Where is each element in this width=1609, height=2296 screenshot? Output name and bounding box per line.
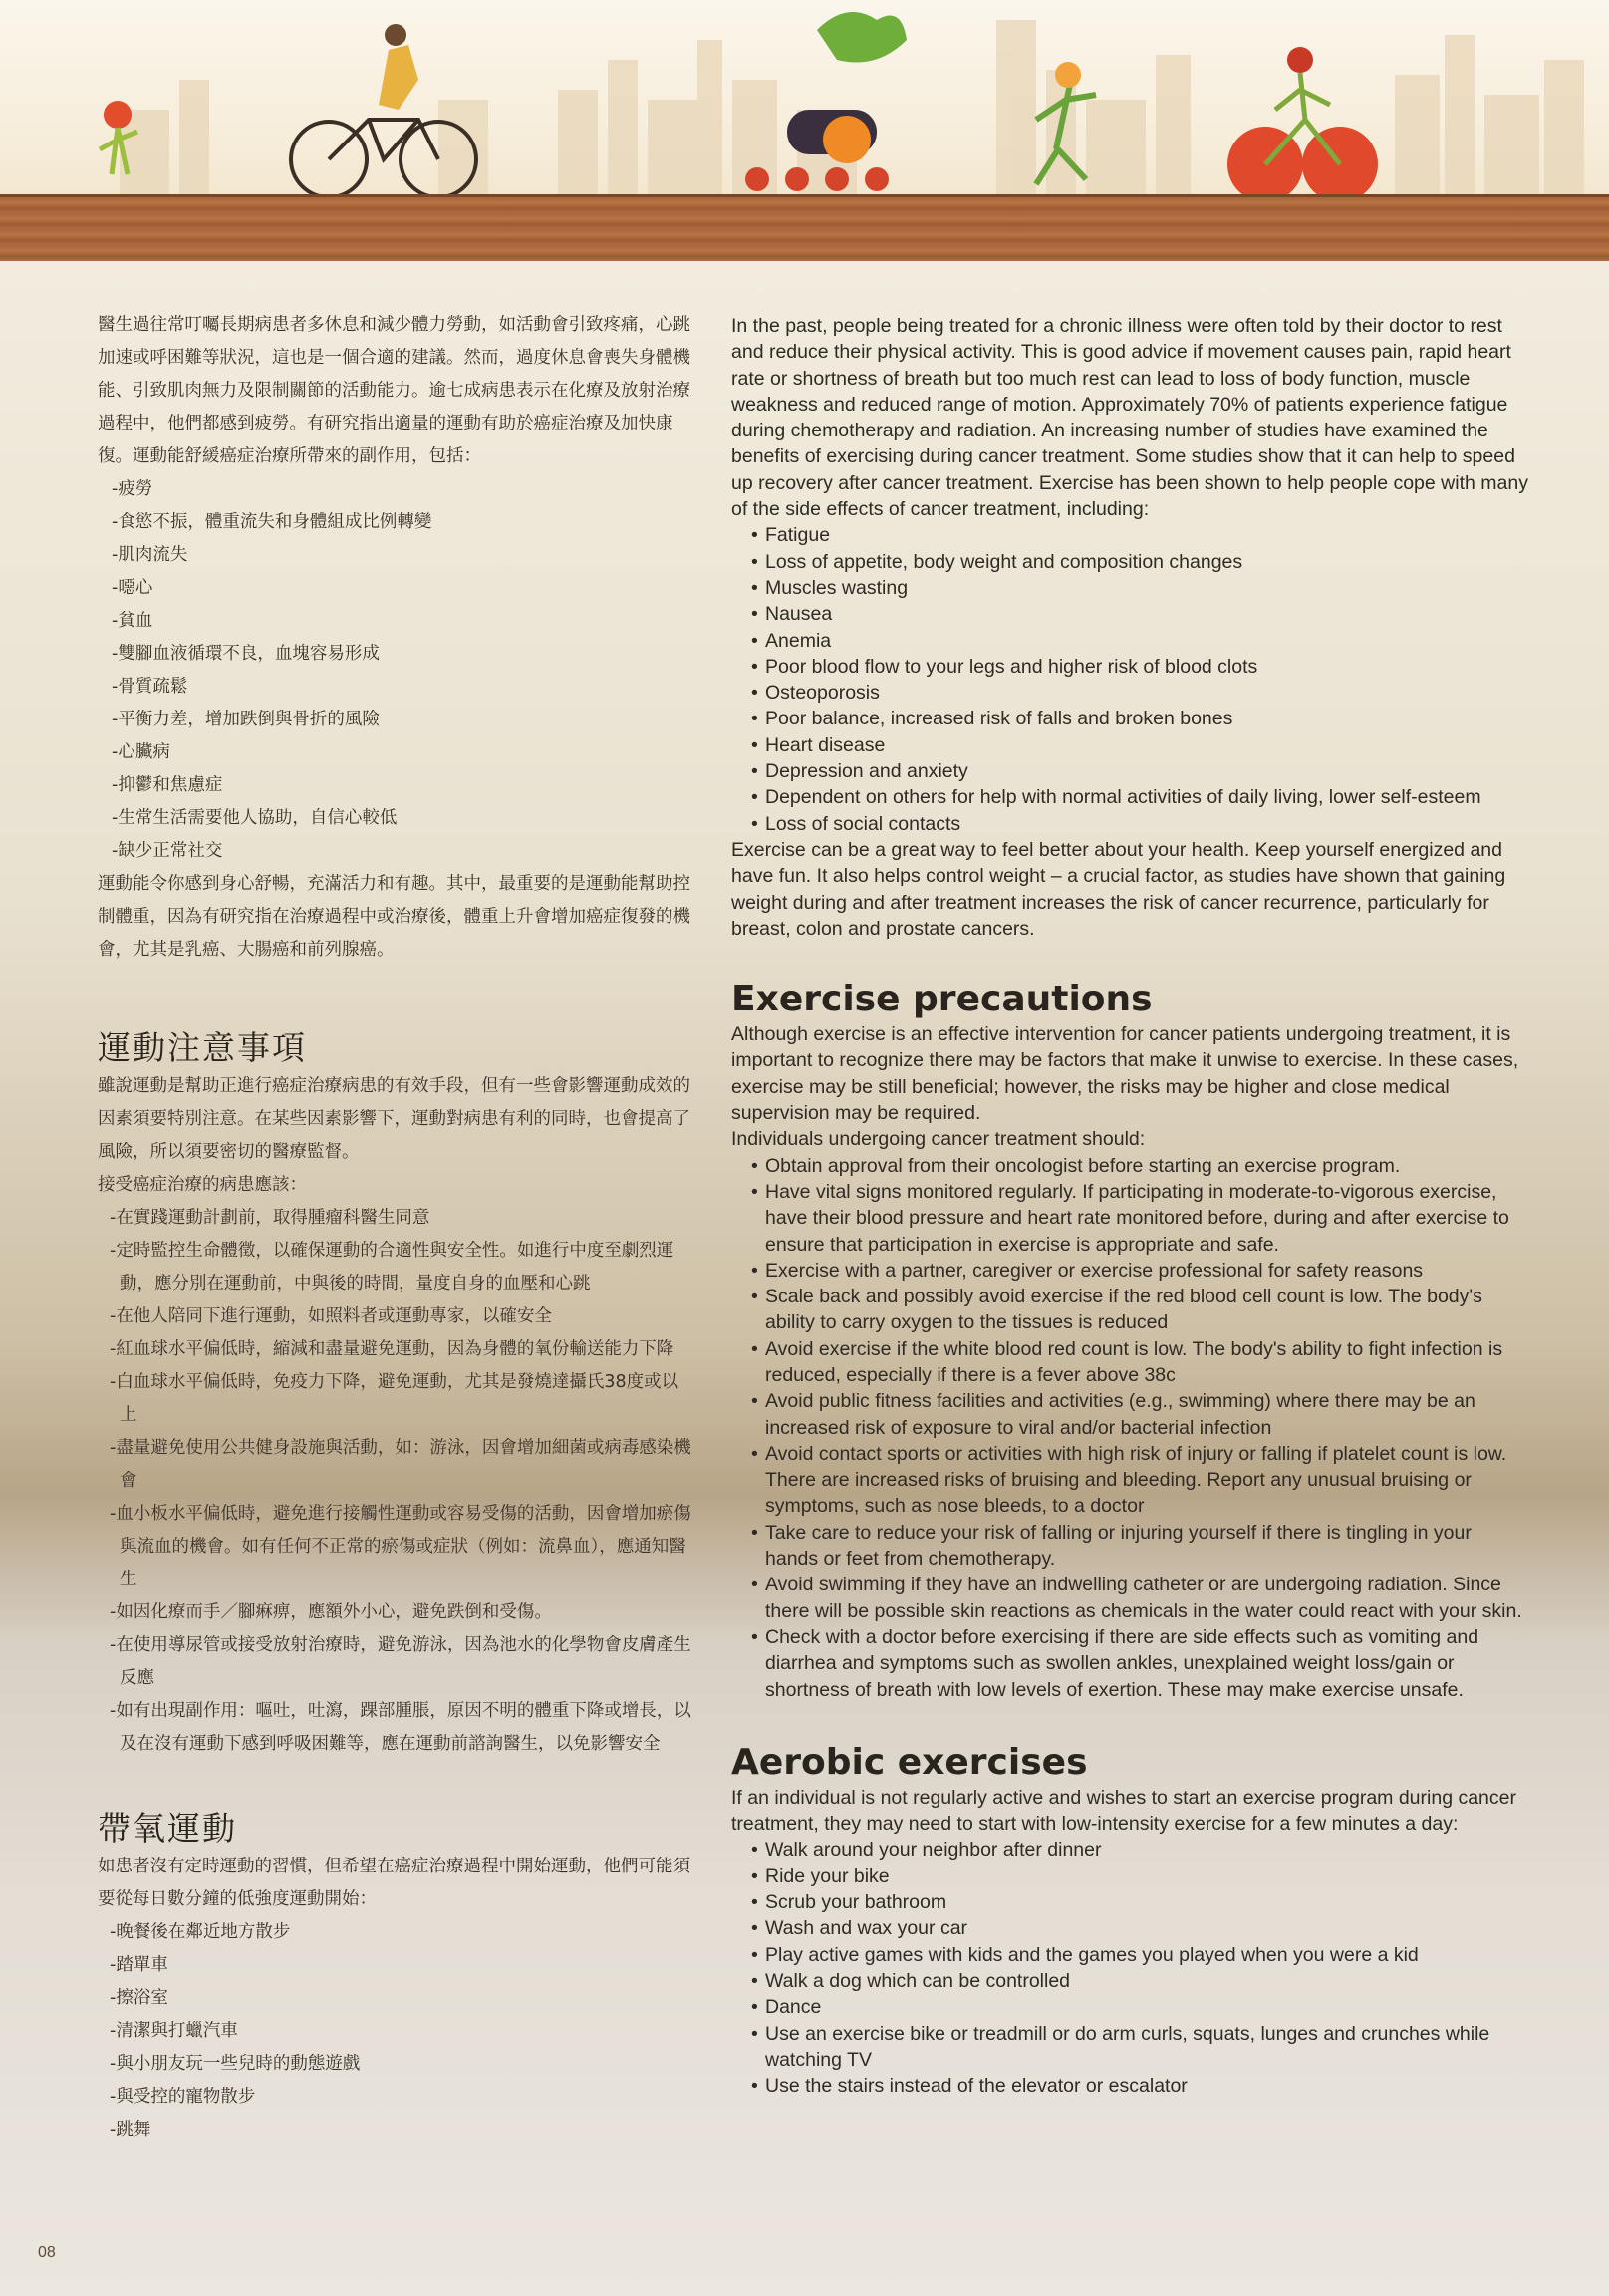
list-item: • Exercise with a partner, caregiver or exercise professional for safety reasons [751,1258,1528,1284]
en-precautions-list [731,1153,1528,1703]
list-item: -白血球水平偏低時，免疫力下降，避免運動，尤其是發燒達攝氏38度或以上 [110,1372,679,1425]
list-item: • Scale back and possibly avoid exercise if the red blood cell count is low. The body's ability to carry oxygen to the tissues is reduced [751,1284,1528,1336]
list-item: -抑鬱和焦慮症 [112,775,223,795]
list-item: • Muscles wasting [751,575,1528,601]
wooden-shelf [0,194,1609,261]
zh-side-effects-list [98,473,695,868]
list-item: -心臟病 [112,742,170,762]
list-item: -雙腳血液循環不良，血塊容易形成 [112,644,380,664]
list-item: • Avoid public fitness facilities and activities (e.g., swimming) where there may be an increased risk of exposure to viral and/or bacterial infection [751,1388,1528,1441]
chinese-column [98,309,695,2147]
zh-aerobic-intro: 如患者沒有定時運動的習慣，但希望在癌症治療過程中開始運動，他們可能須要從每日數分鐘的低強度運動開始： [98,1857,690,1909]
list-item: • Osteoporosis [751,680,1528,706]
list-item: • Use an exercise bike or treadmill or do arm curls, squats, lunges and crunches while watching TV [751,2021,1528,2074]
list-item: -平衡力差，增加跌倒與骨折的風險 [112,710,380,729]
en-precautions-heading: Exercise precautions [731,979,1153,1020]
list-item: -血小板水平偏低時，避免進行接觸性運動或容易受傷的活動，因會增加瘀傷與流血的機會。如有任何不正常的瘀傷或症狀（例如：流鼻血），應通知醫生 [110,1504,691,1589]
list-item: • Walk around your neighbor after dinner [751,1837,1528,1863]
list-item: -與小朋友玩一些兒時的動態遊戲 [110,2054,361,2074]
zh-precautions-intro: 雖說運動是幫助正進行癌症治療病患的有效手段，但有一些會影響運動成效的因素須要特別注意。在某些因素影響下，運動對病患有利的同時，也會提高了風險，所以須要密切的醫療監督。 [98,1076,690,1162]
en-aerobic-intro: If an individual is not regularly active and wishes to start an exercise program during cancer treatment, they may need to start with low-intensity exercise for a few minutes a day: [731,1786,1516,1836]
list-item: • Poor balance, increased risk of falls and broken bones [751,706,1528,731]
list-item: -疲勞 [112,479,153,499]
list-item: • Scrub your bathroom [751,1889,1528,1915]
list-item: • Take care to reduce your risk of falling or injuring yourself if there is tingling in your hands or feet from chemotherapy. [751,1520,1528,1573]
zh-precautions-lead: 接受癌症治療的病患應該： [98,1175,307,1195]
list-item: -如有出現副作用：嘔吐，吐瀉，踝部腫脹，原因不明的體重下降或增長，以及在沒有運動下感到呼吸困難等，應在運動前諮詢醫生，以免影響安全 [110,1701,691,1754]
en-precautions-intro: Although exercise is an effective intervention for cancer patients undergoing treatment, it is important to recognize there may be factors that make it unwise to exercise. In these cases, exercise may be still beneficial; however, the risks may be higher and close medical supervision may be required. [731,1023,1519,1125]
list-item: -貧血 [112,611,153,631]
zh-closing: 運動能令你感到身心舒暢，充滿活力和有趣。其中，最重要的是運動能幫助控制體重，因為有研究指在治療過程中或治療後，體重上升會增加癌症復發的機會，尤其是乳癌、大腸癌和前列腺癌。 [98,874,690,960]
list-item: • Fatigue [751,522,1528,548]
en-aerobic-list [731,1837,1528,2099]
list-item: -晚餐後在鄰近地方散步 [110,1922,291,1942]
en-intro: In the past, people being treated for a chronic illness were often told by their doctor to rest and reduce their physical activity. This is good advice if movement causes pain, rapid heart rate or shortness of breath but too much rest can lead to loss of body function, muscle weakness and reduced range of motion. Approximately 70% of patients experience fatigue during chemotherapy and radiation. An increasing number of studies have examined the benefits of exercising during cancer treatment. Some studies show that it can help to speed up recovery after cancer treatment. Exercise has been shown to help people cope with many of the side effects of cancer treatment, including: [731,315,1528,521]
list-item: -如因化療而手／腳痳痹，應額外小心，避免跌倒和受傷。 [110,1602,552,1622]
list-item: -定時監控生命體徵，以確保運動的合適性與安全性。如進行中度至劇烈運動，應分別在運動前，中與後的時間，量度自身的血壓和心跳 [110,1241,674,1293]
list-item: • Anemia [751,628,1528,654]
list-item: -與受控的寵物散步 [110,2087,256,2107]
list-item: -噁心 [112,578,153,598]
list-item: • Avoid contact sports or activities with high risk of injury or falling if platelet count is low. There are increased risks of bruising and bleeding. Report any unusual bruising or symptoms, such as nose bleeds, to a doctor [751,1441,1528,1520]
list-item: -踏單車 [110,1955,168,1975]
list-item: -在他人陪同下進行運動，如照料者或運動專家，以確安全 [110,1306,552,1326]
list-item: • Nausea [751,601,1528,627]
list-item: -缺少正常社交 [112,841,223,861]
list-item: • Avoid exercise if the white blood red count is low. The body's ability to fight infection is reduced, especially if there is a fever above 38c [751,1336,1528,1389]
list-item: -擦浴室 [110,1988,168,2008]
list-item: • Loss of social contacts [751,811,1528,837]
list-item: • Heart disease [751,732,1528,758]
page-number: 08 [38,2244,56,2261]
list-item: -紅血球水平偏低時，縮減和盡量避免運動，因為身體的氧份輸送能力下降 [110,1339,674,1359]
list-item: • Loss of appetite, body weight and composition changes [751,549,1528,575]
list-item: -清潔與打蠟汽車 [110,2021,238,2041]
en-side-effects-list [731,522,1528,837]
list-item: • Ride your bike [751,1864,1528,1889]
list-item: -在使用導尿管或接受放射治療時，避免游泳，因為池水的化學物會皮膚產生反應 [110,1635,691,1688]
list-item: -盡量避免使用公共健身設施與活動，如：游泳，因會增加細菌或病毒感染機會 [110,1438,691,1491]
list-item: • Use the stairs instead of the elevator or escalator [751,2073,1528,2099]
list-item: -生常生活需要他人協助，自信心較低 [112,808,398,828]
list-item: -骨質疏鬆 [112,677,188,697]
list-item: • Have vital signs monitored regularly. If participating in moderate-to-vigorous exercise, have their blood pressure and heart rate monitored before, during and after exercise to ensure that participation in exercise is appropriate and safe. [751,1179,1528,1258]
list-item: -在實踐運動計劃前，取得腫瘤科醫生同意 [110,1208,430,1228]
header-banner [0,0,1609,261]
zh-precautions-heading: 運動注意事項 [98,1028,307,1067]
zh-aerobic-list [98,1916,695,2147]
list-item: • Check with a doctor before exercising if there are side effects such as vomiting and diarrhea and symptoms such as swollen ankles, unexplained weight loss/gain or shortness of breath with low levels of exertion. These may make exercise unsafe. [751,1624,1528,1703]
zh-aerobic-heading: 帶氧運動 [98,1809,237,1848]
list-item: • Obtain approval from their oncologist before starting an exercise program. [751,1153,1528,1179]
zh-intro: 醫生過往常叮囑長期病患者多休息和減少體力勞動，如活動會引致疼痛，心跳加速或呼困難等狀況，這也是一個合適的建議。然而，過度休息會喪失身體機能、引致肌肉無力及限制關節的活動能力。逾七成病患表示在化療及放射治療過程中，他們都感到疲勞。有研究指出適量的運動有助於癌症治療及加快康復。運動能舒緩癌症治療所帶來的副作用，包括： [98,315,690,466]
list-item: • Poor blood flow to your legs and higher risk of blood clots [751,654,1528,680]
list-item: -肌肉流失 [112,545,188,565]
english-column [731,313,1528,2099]
en-closing: Exercise can be a great way to feel better about your health. Keep yourself energized and have fun. It also helps control weight – a crucial factor, as studies have shown that gaining weight during and after treatment increases the risk of cancer recurrence, particularly for breast, colon and prostate cancers. [731,838,1506,940]
list-item: • Wash and wax your car [751,1915,1528,1941]
list-item: • Walk a dog which can be controlled [751,1968,1528,1994]
en-aerobic-heading: Aerobic exercises [731,1741,1088,1783]
list-item: • Dependent on others for help with normal activities of daily living, lower self-esteem [751,784,1528,810]
tomato-bicycle-icon [1227,47,1378,199]
list-item: • Depression and anxiety [751,758,1528,784]
banner-illustration [0,0,1609,199]
list-item: • Play active games with kids and the games you played when you were a kid [751,1942,1528,1968]
list-item: -食慾不振，體重流失和身體組成比例轉變 [112,512,432,532]
list-item: • Dance [751,1994,1528,2020]
list-item: -跳舞 [110,2120,151,2140]
zh-precautions-list [98,1202,695,1761]
en-precautions-lead: Individuals undergoing cancer treatment should: [731,1128,1146,1151]
list-item: • Avoid swimming if they have an indwelling catheter or are undergoing radiation. Since there will be possible skin reactions as chemicals in the water could react with your skin. [751,1572,1528,1624]
